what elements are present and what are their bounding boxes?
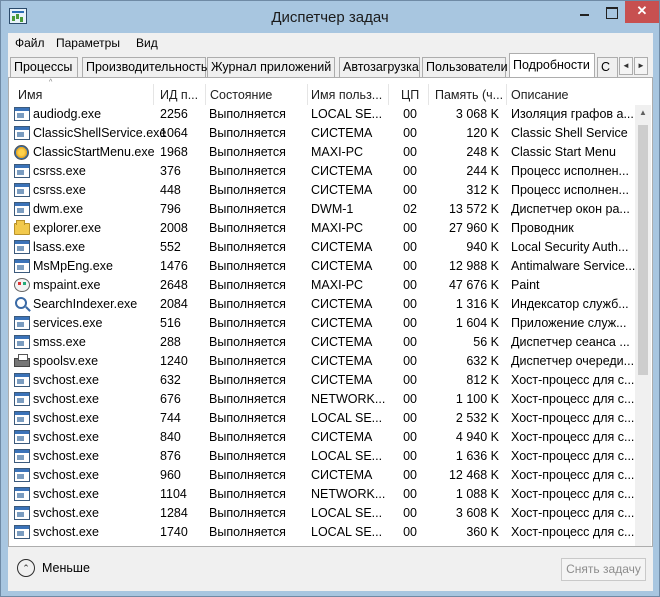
process-memory: 1 604 K <box>455 316 499 330</box>
scrollbar-thumb[interactable] <box>638 125 648 375</box>
process-memory: 27 960 K <box>448 221 499 235</box>
process-memory: 3 068 K <box>455 107 499 121</box>
process-cpu: 00 <box>403 392 417 406</box>
exe-icon <box>14 107 30 121</box>
process-status: Выполняется <box>209 278 286 292</box>
tab-services[interactable]: С <box>597 57 618 77</box>
process-pid: 376 <box>160 164 181 178</box>
table-row[interactable] <box>9 143 634 162</box>
process-description: Хост-процесс для с... <box>511 468 635 482</box>
process-cpu: 00 <box>403 164 417 178</box>
process-pid: 516 <box>160 316 181 330</box>
table-row[interactable] <box>9 371 634 390</box>
process-cpu: 00 <box>403 297 417 311</box>
process-memory: 360 K <box>466 525 499 539</box>
process-status: Выполняется <box>209 468 286 482</box>
table-row[interactable] <box>9 124 634 143</box>
process-user: СИСТЕМА <box>311 468 373 482</box>
printer-icon <box>14 358 30 367</box>
process-status: Выполняется <box>209 259 286 273</box>
process-status: Выполняется <box>209 373 286 387</box>
process-cpu: 00 <box>403 183 417 197</box>
process-name: audiodg.exe <box>33 107 102 121</box>
process-user: СИСТЕМА <box>311 126 373 140</box>
process-cpu: 02 <box>403 202 417 216</box>
process-pid: 1740 <box>160 525 188 539</box>
exe-icon <box>14 411 30 425</box>
process-memory: 12 988 K <box>448 259 499 273</box>
exe-icon <box>14 506 30 520</box>
exe-icon <box>14 202 30 216</box>
process-status: Выполняется <box>209 392 286 406</box>
table-row[interactable] <box>9 409 634 428</box>
column-header-user[interactable]: Имя польз... <box>311 88 383 102</box>
process-cpu: 00 <box>403 107 417 121</box>
table-row[interactable] <box>9 200 634 219</box>
table-row[interactable] <box>9 276 634 295</box>
process-status: Выполняется <box>209 411 286 425</box>
process-description: Процесс исполнен... <box>511 183 629 197</box>
process-name: svchost.exe <box>33 506 100 520</box>
exe-icon <box>14 259 30 273</box>
process-user: СИСТЕМА <box>311 259 373 273</box>
process-description: Antimalware Service... <box>511 259 636 273</box>
table-row[interactable] <box>9 428 634 447</box>
vertical-scrollbar[interactable] <box>635 105 651 546</box>
process-description: Диспетчер сеанса ... <box>511 335 630 349</box>
table-row[interactable] <box>9 447 634 466</box>
classic-shell-icon <box>14 145 29 160</box>
process-memory: 4 940 K <box>455 430 499 444</box>
process-description: Проводник <box>511 221 574 235</box>
process-pid: 632 <box>160 373 181 387</box>
table-row[interactable] <box>9 314 634 333</box>
maximize-button[interactable] <box>598 1 625 23</box>
process-description: Приложение служ... <box>511 316 627 330</box>
process-user: LOCAL SE... <box>311 506 383 520</box>
exe-icon <box>14 316 30 330</box>
process-user: СИСТЕМА <box>311 354 373 368</box>
process-description: Хост-процесс для с... <box>511 449 635 463</box>
menu-options[interactable]: Параметры <box>56 36 120 50</box>
process-user: СИСТЕМА <box>311 430 373 444</box>
process-memory: 56 K <box>473 335 499 349</box>
process-name: svchost.exe <box>33 449 100 463</box>
process-name: smss.exe <box>33 335 86 349</box>
process-memory: 47 676 K <box>448 278 499 292</box>
exe-icon <box>14 335 30 349</box>
process-status: Выполняется <box>209 164 286 178</box>
tab-bar <box>8 53 653 77</box>
tab-scroll-left-button[interactable]: ◄ <box>619 57 633 75</box>
paint-icon <box>14 278 30 292</box>
process-user: LOCAL SE... <box>311 107 383 121</box>
process-pid: 1240 <box>160 354 188 368</box>
column-divider[interactable] <box>428 84 429 105</box>
process-memory: 812 K <box>466 373 499 387</box>
title-bar[interactable] <box>1 1 659 33</box>
tab-app-history[interactable]: Журнал приложений <box>207 57 335 77</box>
exe-icon <box>14 373 30 387</box>
menu-bar <box>8 33 653 53</box>
table-row[interactable] <box>9 523 634 542</box>
process-cpu: 00 <box>403 259 417 273</box>
sort-indicator-icon: ^ <box>49 79 53 86</box>
explorer-icon <box>14 223 30 235</box>
exe-icon <box>14 449 30 463</box>
menu-view[interactable]: Вид <box>136 36 158 50</box>
exe-icon <box>14 487 30 501</box>
column-header-pid[interactable]: ИД п... <box>160 88 199 102</box>
process-user: LOCAL SE... <box>311 449 383 463</box>
process-description: Classic Start Menu <box>511 145 616 159</box>
process-memory: 1 088 K <box>455 487 499 501</box>
collapse-chevron-icon[interactable]: ⌃ <box>17 559 35 577</box>
process-status: Выполняется <box>209 506 286 520</box>
process-memory: 940 K <box>466 240 499 254</box>
process-pid: 448 <box>160 183 181 197</box>
exe-icon <box>14 525 30 539</box>
process-pid: 876 <box>160 449 181 463</box>
process-memory: 312 K <box>466 183 499 197</box>
process-status: Выполняется <box>209 354 286 368</box>
process-description: Local Security Auth... <box>511 240 629 254</box>
details-panel <box>8 77 653 547</box>
exe-icon <box>14 430 30 444</box>
process-description: Хост-процесс для с... <box>511 411 635 425</box>
process-pid: 2256 <box>160 107 188 121</box>
process-cpu: 00 <box>403 354 417 368</box>
window-title: Диспетчер задач <box>271 9 389 26</box>
process-memory: 3 608 K <box>455 506 499 520</box>
process-name: explorer.exe <box>33 221 102 235</box>
process-name: SearchIndexer.exe <box>33 297 138 311</box>
process-pid: 2008 <box>160 221 188 235</box>
process-memory: 244 K <box>466 164 499 178</box>
search-icon <box>15 297 27 309</box>
process-status: Выполняется <box>209 145 286 159</box>
process-memory: 1 100 K <box>455 392 499 406</box>
process-user: MAXI-PC <box>311 221 364 235</box>
exe-icon <box>14 183 30 197</box>
process-memory: 632 K <box>466 354 499 368</box>
process-name: mspaint.exe <box>33 278 101 292</box>
process-description: Процесс исполнен... <box>511 164 629 178</box>
process-pid: 1476 <box>160 259 188 273</box>
process-cpu: 00 <box>403 240 417 254</box>
process-pid: 1104 <box>160 487 187 501</box>
process-description: Индексатор служб... <box>511 297 629 311</box>
process-user: MAXI-PC <box>311 145 364 159</box>
process-description: Изоляция графов а... <box>511 107 634 121</box>
process-cpu: 00 <box>403 335 417 349</box>
process-user: MAXI-PC <box>311 278 364 292</box>
footer <box>8 547 653 591</box>
process-cpu: 00 <box>403 221 417 235</box>
process-pid: 676 <box>160 392 181 406</box>
column-header-name[interactable]: Имя <box>18 88 43 102</box>
process-memory: 1 636 K <box>455 449 499 463</box>
process-status: Выполняется <box>209 107 286 121</box>
client-area <box>8 33 653 591</box>
process-status: Выполняется <box>209 183 286 197</box>
process-name: ClassicShellService.exe <box>33 126 167 140</box>
table-row[interactable] <box>9 162 634 181</box>
process-description: Хост-процесс для с... <box>511 487 635 501</box>
column-header-cpu[interactable]: ЦП <box>401 88 420 102</box>
fewer-details-link[interactable]: Меньше <box>42 561 90 575</box>
process-name: services.exe <box>33 316 103 330</box>
process-description: Хост-процесс для с... <box>511 506 635 520</box>
table-row[interactable] <box>9 466 634 485</box>
column-divider[interactable] <box>506 84 507 105</box>
column-header-memory[interactable]: Память (ч... <box>435 88 504 102</box>
process-user: NETWORK... <box>311 392 386 406</box>
process-pid: 552 <box>160 240 181 254</box>
process-memory: 2 532 K <box>455 411 499 425</box>
process-cpu: 00 <box>403 468 417 482</box>
tab-details[interactable]: Подробности <box>509 53 595 77</box>
table-row[interactable] <box>9 257 634 276</box>
process-status: Выполняется <box>209 297 286 311</box>
table-row[interactable] <box>9 105 634 124</box>
exe-icon <box>14 240 30 254</box>
column-divider[interactable] <box>205 84 206 105</box>
process-name: svchost.exe <box>33 525 100 539</box>
process-name: ClassicStartMenu.exe <box>33 145 155 159</box>
process-name: csrss.exe <box>33 164 86 178</box>
process-description: Хост-процесс для с... <box>511 525 635 539</box>
process-description: Диспетчер очереди... <box>511 354 635 368</box>
process-user: СИСТЕМА <box>311 240 373 254</box>
tab-startup[interactable]: Автозагрузка <box>339 57 420 77</box>
process-memory: 12 468 K <box>448 468 499 482</box>
process-status: Выполняется <box>209 449 286 463</box>
tab-performance[interactable]: Производительность <box>82 57 206 77</box>
process-pid: 288 <box>160 335 181 349</box>
process-status: Выполняется <box>209 126 286 140</box>
process-pid: 744 <box>160 411 181 425</box>
tab-scroll-right-button[interactable]: ► <box>634 57 648 75</box>
process-user: NETWORK... <box>311 487 386 501</box>
process-pid: 2648 <box>160 278 188 292</box>
process-cpu: 00 <box>403 411 417 425</box>
process-user: СИСТЕМА <box>311 335 373 349</box>
process-memory: 120 K <box>466 126 499 140</box>
table-row[interactable] <box>9 219 634 238</box>
process-status: Выполняется <box>209 240 286 254</box>
column-divider[interactable] <box>307 84 308 105</box>
process-pid: 796 <box>160 202 181 216</box>
end-task-button[interactable]: Снять задачу <box>561 558 646 581</box>
table-row[interactable] <box>9 181 634 200</box>
table-row[interactable] <box>9 504 634 523</box>
process-list <box>9 105 634 546</box>
exe-icon <box>14 164 30 178</box>
process-name: svchost.exe <box>33 430 100 444</box>
process-memory: 1 316 K <box>455 297 499 311</box>
process-cpu: 00 <box>403 278 417 292</box>
process-pid: 1284 <box>160 506 188 520</box>
column-header-row <box>9 78 652 105</box>
minimize-button[interactable] <box>571 1 598 23</box>
process-pid: 960 <box>160 468 181 482</box>
close-button[interactable]: ✕ <box>625 1 659 23</box>
column-header-status[interactable]: Состояние <box>210 88 273 102</box>
process-status: Выполняется <box>209 335 286 349</box>
column-divider[interactable] <box>153 84 154 105</box>
exe-icon <box>14 392 30 406</box>
process-status: Выполняется <box>209 202 286 216</box>
process-description: Хост-процесс для с... <box>511 373 635 387</box>
process-status: Выполняется <box>209 316 286 330</box>
process-name: lsass.exe <box>33 240 86 254</box>
process-status: Выполняется <box>209 221 286 235</box>
exe-icon <box>14 468 30 482</box>
process-memory: 248 K <box>466 145 499 159</box>
process-name: csrss.exe <box>33 183 86 197</box>
process-pid: 1064 <box>160 126 188 140</box>
table-row[interactable] <box>9 390 634 409</box>
process-user: СИСТЕМА <box>311 183 373 197</box>
process-name: svchost.exe <box>33 411 100 425</box>
table-row[interactable] <box>9 352 634 371</box>
scroll-up-icon[interactable]: ▲ <box>639 108 647 117</box>
process-description: Paint <box>511 278 540 292</box>
process-cpu: 00 <box>403 487 417 501</box>
process-name: MsMpEng.exe <box>33 259 113 273</box>
process-cpu: 00 <box>403 525 417 539</box>
tab-users[interactable]: Пользователи <box>422 57 506 77</box>
process-cpu: 00 <box>403 126 417 140</box>
column-header-description[interactable]: Описание <box>511 88 569 102</box>
process-cpu: 00 <box>403 449 417 463</box>
process-user: СИСТЕМА <box>311 373 373 387</box>
tab-processes[interactable]: Процессы <box>10 57 78 77</box>
table-row[interactable] <box>9 333 634 352</box>
process-cpu: 00 <box>403 145 417 159</box>
process-user: LOCAL SE... <box>311 525 383 539</box>
process-description: Диспетчер окон ра... <box>511 202 630 216</box>
process-name: spoolsv.exe <box>33 354 99 368</box>
process-status: Выполняется <box>209 525 286 539</box>
process-user: СИСТЕМА <box>311 297 373 311</box>
process-description: Хост-процесс для с... <box>511 430 635 444</box>
column-divider[interactable] <box>388 84 389 105</box>
process-pid: 1968 <box>160 145 188 159</box>
process-user: СИСТЕМА <box>311 164 373 178</box>
process-cpu: 00 <box>403 430 417 444</box>
table-row[interactable] <box>9 485 634 504</box>
table-row[interactable] <box>9 295 634 314</box>
process-name: svchost.exe <box>33 468 100 482</box>
process-user: DWM-1 <box>311 202 354 216</box>
process-cpu: 00 <box>403 316 417 330</box>
exe-icon <box>14 126 30 140</box>
process-status: Выполняется <box>209 487 286 501</box>
process-status: Выполняется <box>209 430 286 444</box>
process-user: LOCAL SE... <box>311 411 383 425</box>
process-pid: 2084 <box>160 297 188 311</box>
process-cpu: 00 <box>403 506 417 520</box>
menu-file[interactable]: Файл <box>15 36 45 50</box>
process-memory: 13 572 K <box>448 202 499 216</box>
table-row[interactable] <box>9 238 634 257</box>
process-name: dwm.exe <box>33 202 84 216</box>
process-name: svchost.exe <box>33 487 100 501</box>
process-description: Classic Shell Service <box>511 126 628 140</box>
process-name: svchost.exe <box>33 392 100 406</box>
process-pid: 840 <box>160 430 181 444</box>
process-cpu: 00 <box>403 373 417 387</box>
process-user: СИСТЕМА <box>311 316 373 330</box>
process-description: Хост-процесс для с... <box>511 392 635 406</box>
process-name: svchost.exe <box>33 373 100 387</box>
